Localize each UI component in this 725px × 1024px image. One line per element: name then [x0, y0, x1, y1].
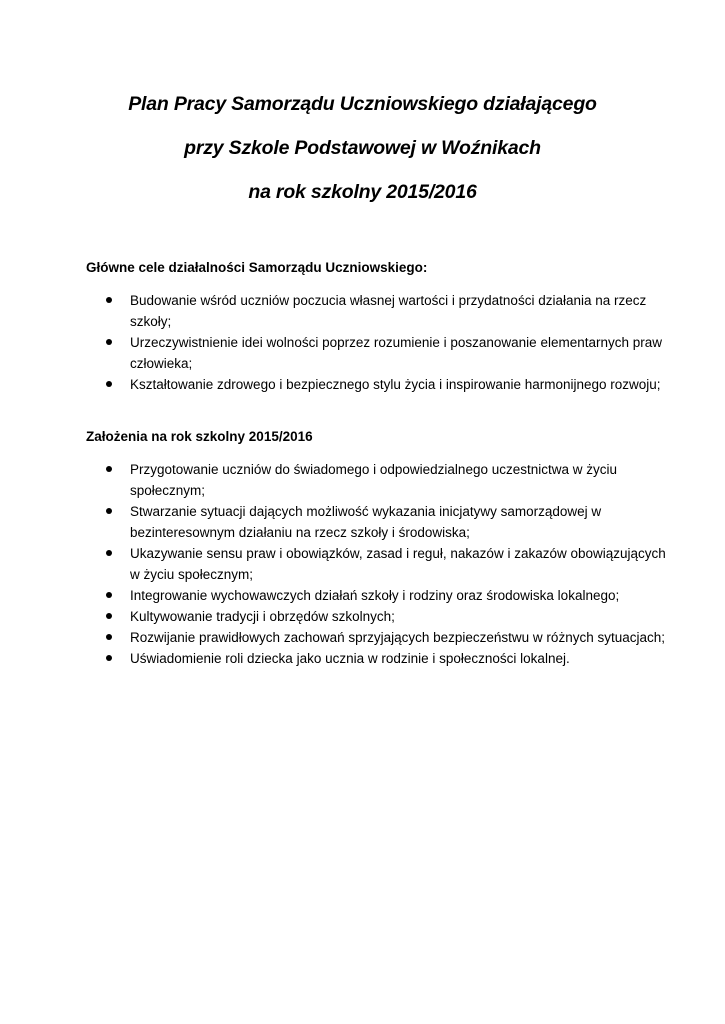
- assumptions-list: [86, 459, 666, 669]
- list-item: [86, 606, 666, 627]
- assumptions-section: [86, 428, 666, 669]
- bullet-icon: [106, 613, 112, 619]
- bullet-icon: [106, 466, 112, 472]
- list-item: [86, 459, 666, 501]
- list-item-text: Urzeczywistnienie idei wolności poprzez rozumienie i poszanowanie elementarnych praw człowieka;: [130, 335, 663, 371]
- bullet-icon: [106, 634, 112, 640]
- list-item-text: Ukazywanie sensu praw i obowiązków, zasad i reguł, nakazów i zakazów obowiązujących w życiu społecznym;: [130, 546, 666, 582]
- goals-list: [86, 290, 666, 395]
- title-line-1: Plan Pracy Samorządu Uczniowskiego działającego: [128, 93, 597, 115]
- document-title: [0, 82, 725, 214]
- bullet-icon: [106, 508, 112, 514]
- list-item: [86, 585, 666, 606]
- list-item: [86, 290, 666, 332]
- list-item: [86, 543, 666, 585]
- assumptions-heading: Założenia na rok szkolny 2015/2016: [86, 429, 313, 444]
- list-item-text: Budowanie wśród uczniów poczucia własnej wartości i przydatności działania na rzecz szkoły;: [130, 293, 647, 329]
- bullet-icon: [106, 339, 112, 345]
- bullet-icon: [106, 655, 112, 661]
- bullet-icon: [106, 381, 112, 387]
- list-item-text: Stwarzanie sytuacji dających możliwość wykazania inicjatywy samorządowej w bezinteresownym działaniu na rzecz szkoły i środowiska;: [130, 504, 602, 540]
- list-item-text: Kształtowanie zdrowego i bezpiecznego stylu życia i inspirowanie harmonijnego rozwoju;: [130, 377, 661, 392]
- bullet-icon: [106, 297, 112, 303]
- list-item: [86, 332, 666, 374]
- bullet-icon: [106, 592, 112, 598]
- title-line-2: przy Szkole Podstawowej w Woźnikach: [184, 137, 541, 159]
- list-item: [86, 374, 666, 395]
- list-item-text: Uświadomienie roli dziecka jako ucznia w rodzinie i społeczności lokalnej.: [130, 651, 570, 666]
- list-item: [86, 501, 666, 543]
- list-item-text: Integrowanie wychowawczych działań szkoły i rodziny oraz środowiska lokalnego;: [130, 588, 620, 603]
- list-item-text: Rozwijanie prawidłowych zachowań sprzyjających bezpieczeństwu w różnych sytuacjach;: [130, 630, 665, 645]
- list-item: [86, 648, 666, 669]
- goals-section: [86, 259, 666, 395]
- goals-heading: Główne cele działalności Samorządu Uczniowskiego:: [86, 260, 428, 275]
- list-item-text: Przygotowanie uczniów do świadomego i odpowiedzialnego uczestnictwa w życiu społecznym;: [130, 462, 618, 498]
- title-line-3: na rok szkolny 2015/2016: [248, 181, 477, 203]
- bullet-icon: [106, 550, 112, 556]
- list-item: [86, 627, 666, 648]
- list-item-text: Kultywowanie tradycji i obrzędów szkolnych;: [130, 609, 395, 624]
